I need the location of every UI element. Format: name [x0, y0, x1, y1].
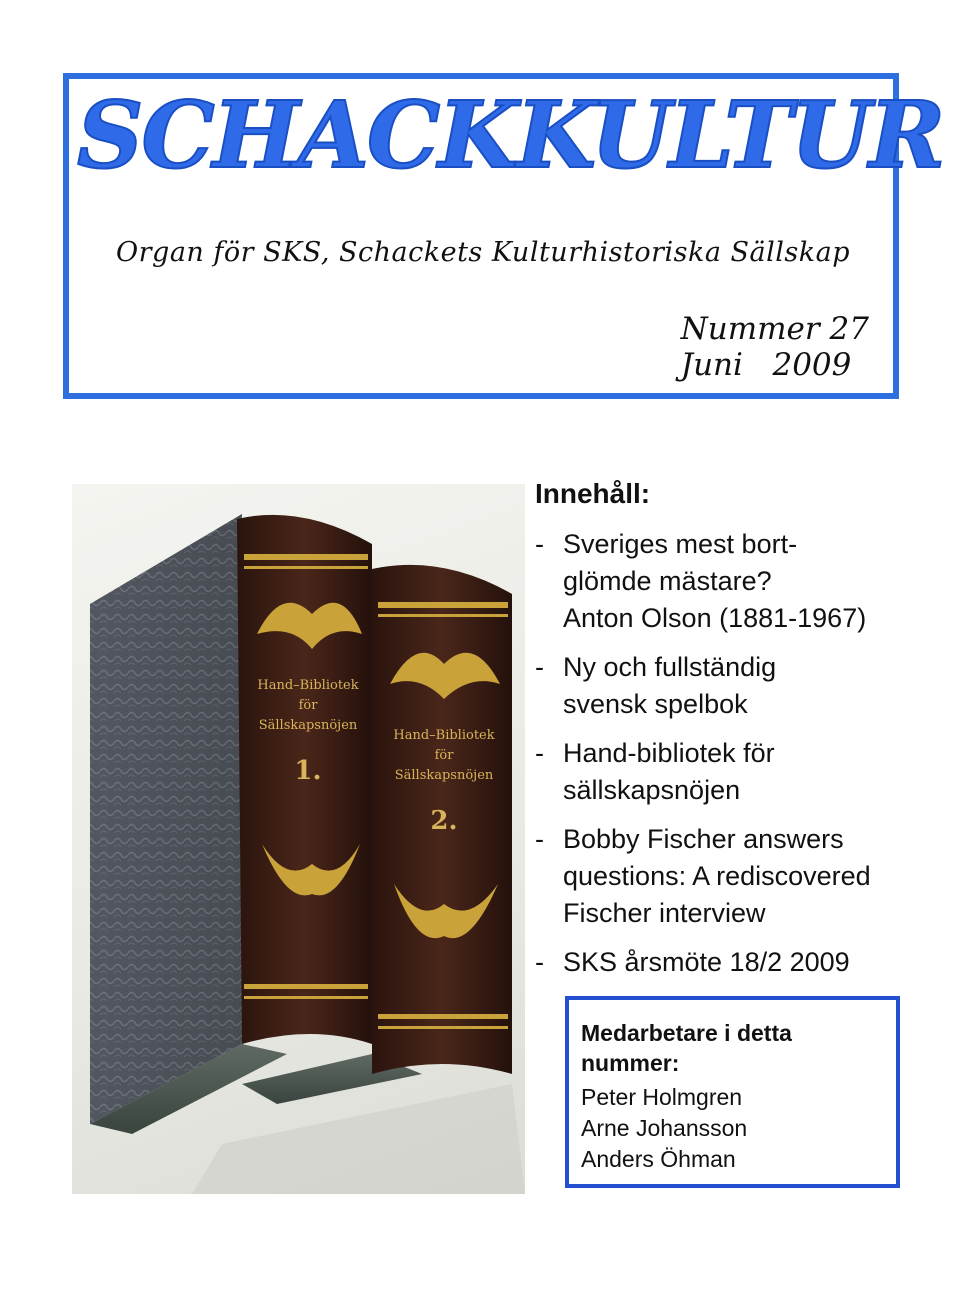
- cover-photo: [72, 484, 525, 1194]
- toc-bullet: -: [535, 529, 544, 559]
- contributor-name: Arne Johansson: [581, 1115, 748, 1141]
- book1-number: 1.: [294, 756, 322, 786]
- magazine-subtitle: Organ för SKS, Schackets Kulturhistoriska Sällskap: [116, 237, 850, 268]
- toc-item: [535, 821, 955, 932]
- issue-info: [681, 311, 869, 383]
- toc-item-text: Ny och fullständig svensk spelbok: [563, 652, 777, 719]
- toc-item-text: Sveriges mest bort- glömde mästare? Anton Olson (1881-1967): [563, 529, 867, 633]
- toc-bullet: -: [535, 947, 544, 977]
- book2-label-line1: Hand–Bibliotek: [393, 728, 495, 743]
- toc-item-text: SKS årsmöte 18/2 2009: [563, 947, 850, 977]
- toc-heading: Innehåll:: [535, 478, 651, 509]
- toc-bullet: -: [535, 652, 544, 682]
- contributor-name: Peter Holmgren: [581, 1084, 743, 1110]
- book2-label-line2: för: [434, 748, 454, 763]
- toc-item-text: Hand-bibliotek för sällskapsnöjen: [563, 738, 775, 805]
- book2-label-line3: Sällskapsnöjen: [394, 768, 494, 783]
- magazine-title: SCHACKKULTUR: [77, 81, 944, 189]
- issue-date: Juni 2009: [680, 347, 852, 383]
- book1-label-line2: för: [298, 698, 318, 713]
- toc-item: [535, 735, 955, 809]
- toc-item: [535, 649, 955, 723]
- contributors-heading: Medarbetare i detta nummer:: [581, 1020, 792, 1076]
- table-of-contents: [535, 478, 955, 993]
- masthead-box: [63, 73, 944, 399]
- book1-label-line3: Sällskapsnöjen: [258, 718, 358, 733]
- toc-bullet: -: [535, 824, 544, 854]
- toc-item: [535, 944, 955, 981]
- toc-item-text: Bobby Fischer answers questions: A rediscovered Fischer interview: [563, 824, 871, 928]
- issue-number: Nummer 27: [680, 311, 869, 347]
- contributors-box: [565, 996, 900, 1188]
- contributor-name: Anders Öhman: [581, 1146, 736, 1172]
- book1-label-line1: Hand–Bibliotek: [257, 678, 359, 693]
- toc-bullet: -: [535, 738, 544, 768]
- books-illustration: [72, 484, 525, 1194]
- toc-item: [535, 526, 955, 637]
- book2-number: 2.: [430, 806, 458, 836]
